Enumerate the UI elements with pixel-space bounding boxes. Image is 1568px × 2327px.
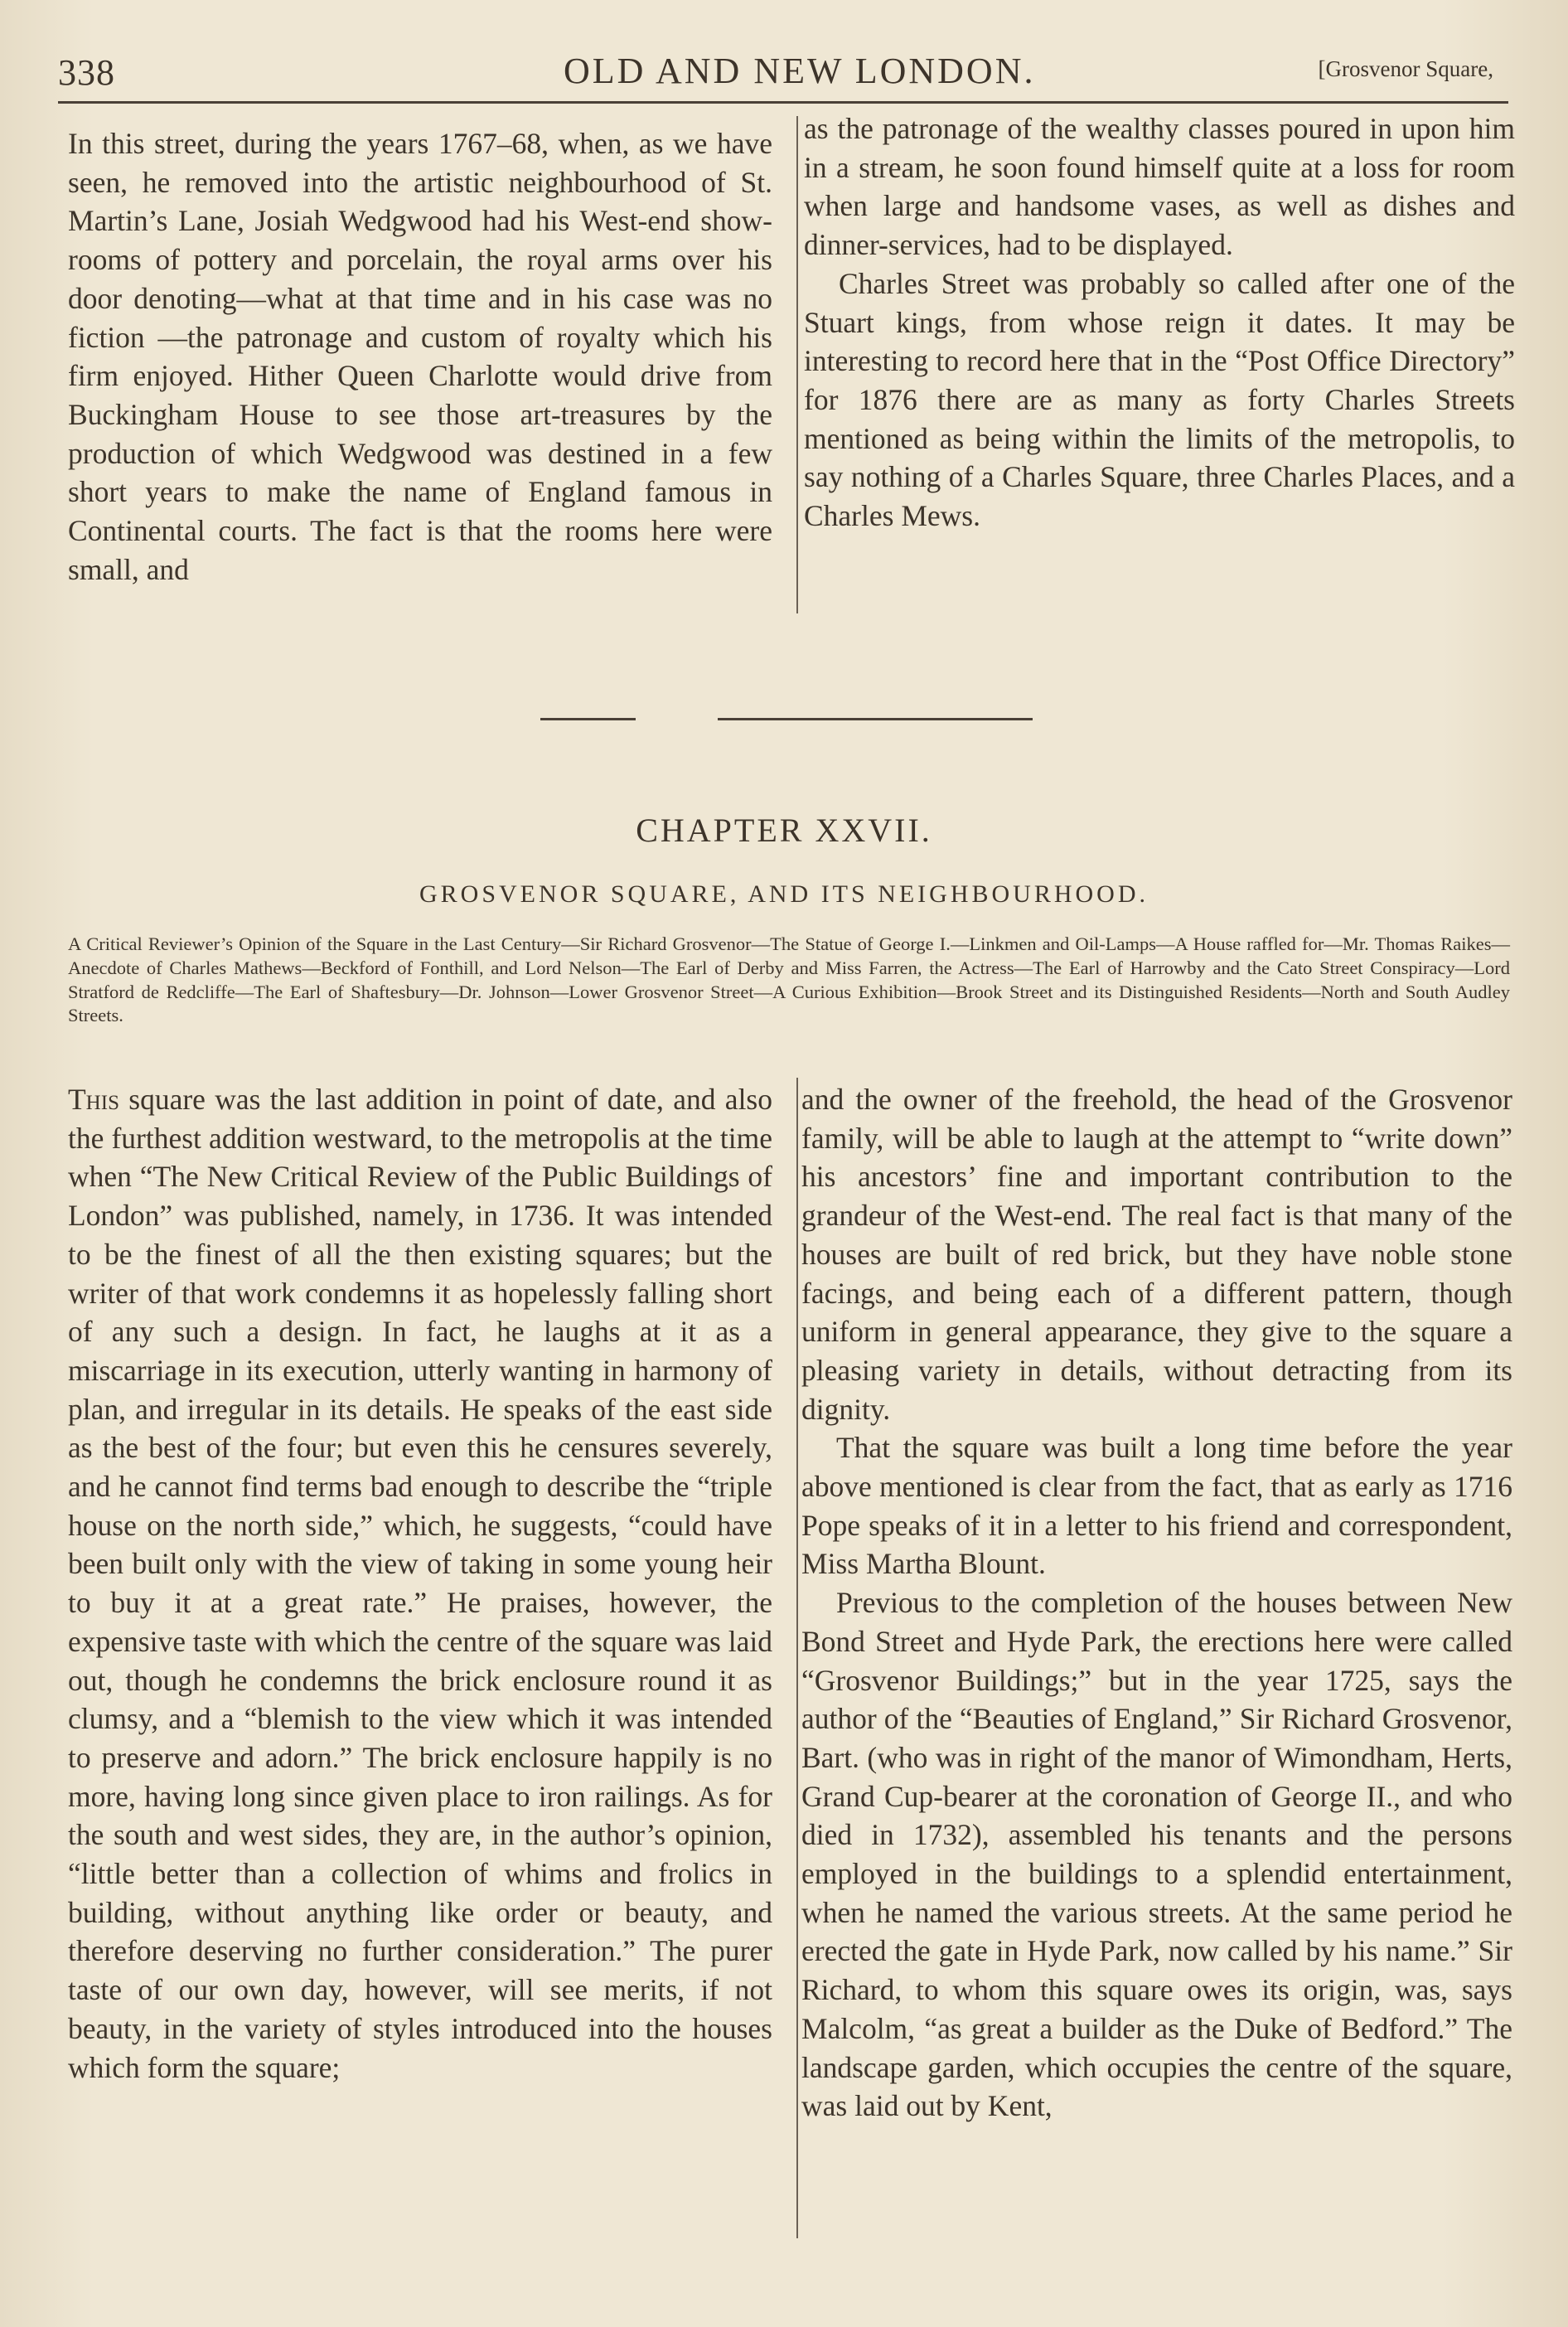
running-title: OLD AND NEW LONDON. xyxy=(564,51,1036,91)
paragraph: In this street, during the years 1767–68, when, as we have seen, he removed into the artistic neighbourhood of St. Martin’s Lane, Josiah Wedgwood had his West-end show-rooms of pottery and porcelain, the royal arms over his door denoting—what at that time and in his case was no fiction —the patronage and custom of royalty which his firm enjoyed. Hither Queen Charlotte would drive from Buckingham House to see those art-treasures by the production of which Wedgwood was destined in a few short years to make the name of England famous in Continental courts. The fact is that the rooms here were small, and xyxy=(68,127,772,586)
section-divider-left xyxy=(540,718,636,720)
section-label: [Grosvenor Square, xyxy=(1318,56,1493,81)
chapter-number: CHAPTER XXVII. xyxy=(636,812,932,849)
section-divider-right xyxy=(718,718,1033,720)
paragraph: That the square was built a long time before the year above mentioned is clear from the fact, that as early as 1716 Pope speaks of it in a letter to his friend and correspondent, Miss Martha Blount. xyxy=(801,1431,1512,1581)
chapter-right-column xyxy=(801,1080,1512,2126)
column-rule xyxy=(796,1078,798,2238)
paragraph xyxy=(68,1080,772,2087)
chapter-synopsis: A Critical Reviewer’s Opinion of the Square in the Last Century—Sir Richard Grosvenor—The Statue of George I.—Linkmen and Oil-Lamps—A House raffled for—Mr. Thomas Raikes—Anecdote of Charles Mathews—Beckford of Fonthill, and Lord Nelson—The Earl of Derby and Miss Farren, the Actress—The Earl of Harrowby and the Cato Street Conspiracy—Lord Stratford de Redcliffe—The Earl of Shaftesbury—Dr. Johnson—Lower Grosvenor Street—A Curious Exhibition—Brook Street and its Distinguished Residents—North and South Audley Streets. xyxy=(68,933,1510,1026)
chapter-title: GROSVENOR SQUARE, AND ITS NEIGHBOURHOOD. xyxy=(419,880,1149,908)
chapter-left-column xyxy=(68,1080,772,2087)
paragraph: and the owner of the freehold, the head of the Grosvenor family, will be able to laugh at the attempt to “write down” his ancestors’ fine and important contribution to the grandeur of the West-end. The real fact is that many of the houses are built of red brick, but they have noble stone facings, and being each of a different pattern, though uniform in general appearance, they give to the square a pleasing variety in details, without detracting from its dignity. xyxy=(801,1083,1512,1426)
column-rule xyxy=(796,116,798,613)
page-number: 338 xyxy=(58,52,115,93)
top-right-column xyxy=(804,109,1515,536)
paragraph: Previous to the completion of the houses between New Bond Street and Hyde Park, the erections here were called “Grosvenor Buildings;” but in the year 1725, says the author of the “Beauties of England,” Sir Richard Grosvenor, Bart. (who was in right of the manor of Wimondham, Herts, Grand Cup-bearer at the coronation of George II., and who died in 1732), assembled his tenants and the persons employed in the buildings to a splendid entertainment, when he named the various streets. At the same period he erected the gate in Hyde Park, now called by his name.” Sir Richard, to whom this square owes its origin, was, says Malcolm, “as great a builder as the Duke of Bedford.” The landscape garden, which occupies the centre of the square, was laid out by Kent, xyxy=(801,1586,1512,2123)
paragraph: as the patronage of the wealthy classes poured in upon him in a stream, he soon found himself quite at a loss for room when large and handsome vases, as well as dishes and dinner-services, had to be displayed. xyxy=(804,112,1515,262)
lead-word: This xyxy=(68,1083,119,1116)
top-left-column xyxy=(68,124,772,589)
paragraph-text: square was the last addition in point of date, and also the furthest addition westward, to the metropolis at the time when “The New Critical Review of the Public Buildings of London” was published, namely, in 1736. It was intended to be the finest of all the then existing squares; but the writer of that work condemns it as hopelessly falling short of any such a design. In fact, he laughs at it as a miscarriage in its execution, utterly wanting in harmony of plan, and irregular in its details. He speaks of the east side as the best of the four; but even this he censures severely, and he cannot find terms bad enough to describe the “triple house on the north side,” which, he suggests, “could have been built only with the view of taking in some young heir to buy it at a great rate.” He praises, however, the expensive taste with which the centre of the square was laid out, though he condemns the brick enclosure round it as clumsy, and a “blemish to the view which it was intended to preserve and adorn.” The brick enclosure happily is no more, having long since given place to iron railings. As for the south and west sides, they are, in the author’s opinion, “little better than a collection of whims and frolics in building, without anything like order or beauty, and therefore deserving no further consideration.” The purer taste of our own day, however, will see merits, if not beauty, in the variety of styles introduced into the houses which form the square; xyxy=(68,1083,772,2084)
page-header xyxy=(58,43,1508,104)
paragraph: Charles Street was probably so called after one of the Stuart kings, from whose reign it dates. It may be interesting to record here that in the “Post Office Directory” for 1876 there are as many as forty Charles Streets mentioned as being within the limits of the metropolis, to say nothing of a Charles Square, three Charles Places, and a Charles Mews. xyxy=(804,266,1515,533)
